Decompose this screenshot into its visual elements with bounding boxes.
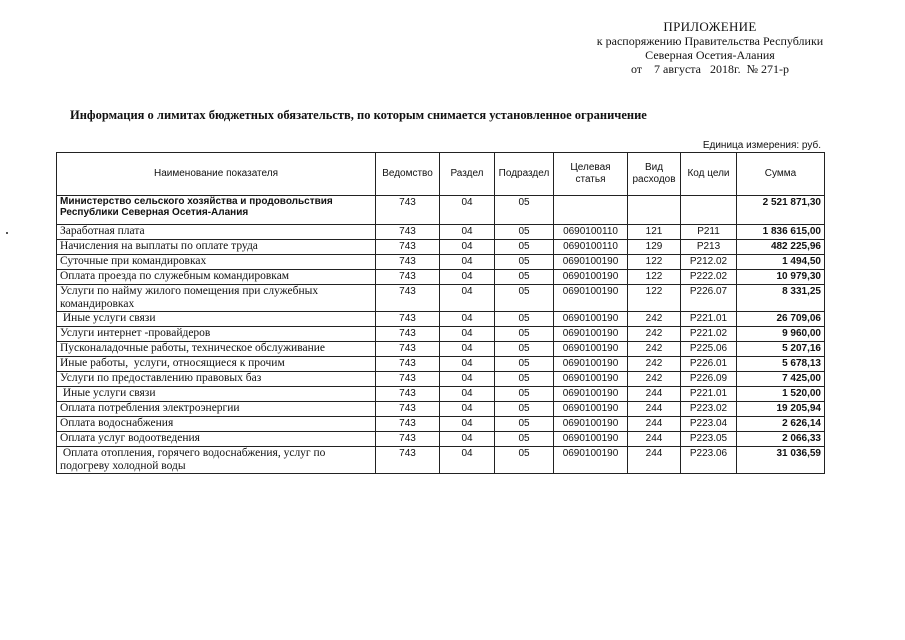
cell-dept: 743	[376, 402, 440, 417]
document-heading: Информация о лимитах бюджетных обязательств, по которым снимается установленное ограничение	[70, 108, 647, 122]
cell-name: Иные услуги связи	[57, 387, 376, 402]
margin-mark	[6, 232, 8, 234]
cell-subsection: 05	[495, 312, 554, 327]
cell-sum: 482 225,96	[737, 240, 825, 255]
cell-target: 0690100190	[554, 312, 628, 327]
cell-exptype: 242	[628, 327, 681, 342]
cell-subsection: 05	[495, 225, 554, 240]
cell-code: Р221.02	[681, 327, 737, 342]
cell-code: Р226.01	[681, 357, 737, 372]
cell-target: 0690100190	[554, 402, 628, 417]
cell-subsection: 05	[495, 402, 554, 417]
limits-table	[56, 152, 825, 474]
cell-subsection: 05	[495, 240, 554, 255]
cell-target: 0690100190	[554, 387, 628, 402]
header-sum: Сумма	[737, 153, 825, 196]
cell-dept: 743	[376, 447, 440, 474]
cell-code: Р223.05	[681, 432, 737, 447]
cell-dept: 743	[376, 372, 440, 387]
cell-name: Оплата водоснабжения	[57, 417, 376, 432]
cell-name: Пусконаладочные работы, техническое обслуживание	[57, 342, 376, 357]
cell-name: Услуги по предоставлению правовых баз	[57, 372, 376, 387]
cell-name: Услуги по найму жилого помещения при служебных командировках	[57, 285, 376, 312]
cell-section: 04	[440, 387, 495, 402]
table-row	[57, 342, 825, 357]
cell-section: 04	[440, 255, 495, 270]
cell-subsection: 05	[495, 417, 554, 432]
table-row	[57, 387, 825, 402]
cell-section: 04	[440, 270, 495, 285]
cell-code: Р226.09	[681, 372, 737, 387]
cell-subsection: 05	[495, 387, 554, 402]
cell-section: 04	[440, 357, 495, 372]
cell-code: Р213	[681, 240, 737, 255]
cell-code: Р225.06	[681, 342, 737, 357]
cell-dept: 743	[376, 312, 440, 327]
cell-sum: 9 960,00	[737, 327, 825, 342]
table-row	[57, 225, 825, 240]
cell-name: Иные работы, услуги, относящиеся к прочим	[57, 357, 376, 372]
appendix-line-3: от 7 августа 2018г. № 271-р	[630, 62, 790, 76]
header-exptype: Вид расходов	[628, 153, 681, 196]
cell-dept: 743	[376, 327, 440, 342]
units-label: Единица измерения: руб.	[702, 140, 821, 151]
cell-name: Оплата услуг водоотведения	[57, 432, 376, 447]
cell-dept: 743	[376, 432, 440, 447]
cell-code: Р223.06	[681, 447, 737, 474]
cell-subsection: 05	[495, 327, 554, 342]
cell-code: Р222.02	[681, 270, 737, 285]
cell-sum: 31 036,59	[737, 447, 825, 474]
cell-target: 0690100190	[554, 447, 628, 474]
cell-name: Начисления на выплаты по оплате труда	[57, 240, 376, 255]
header-name: Наименование показателя	[57, 153, 376, 196]
appendix-line-1: к распоряжению Правительства Республики	[596, 34, 824, 48]
cell-sum: 5 207,16	[737, 342, 825, 357]
cell-name: Заработная плата	[57, 225, 376, 240]
cell-dept: 743	[376, 225, 440, 240]
table-row	[57, 357, 825, 372]
table-row	[57, 327, 825, 342]
cell-subsection: 05	[495, 342, 554, 357]
cell-exptype: 244	[628, 402, 681, 417]
cell-target: 0690100190	[554, 255, 628, 270]
cell-subsection: 05	[495, 447, 554, 474]
cell-exptype: 244	[628, 447, 681, 474]
cell-code: Р226.07	[681, 285, 737, 312]
table-row	[57, 447, 825, 474]
cell-code: Р223.04	[681, 417, 737, 432]
cell-sum: 8 331,25	[737, 285, 825, 312]
cell-subsection: 05	[495, 285, 554, 312]
cell-code: Р221.01	[681, 312, 737, 327]
cell-dept: 743	[376, 357, 440, 372]
cell-section: 04	[440, 240, 495, 255]
table-row	[57, 432, 825, 447]
cell-exptype: 121	[628, 225, 681, 240]
header-section: Раздел	[440, 153, 495, 196]
cell-dept: 743	[376, 196, 440, 225]
header-target: Целевая статья	[554, 153, 628, 196]
cell-target: 0690100190	[554, 270, 628, 285]
cell-section: 04	[440, 225, 495, 240]
cell-exptype: 244	[628, 417, 681, 432]
cell-name: Иные услуги связи	[57, 312, 376, 327]
cell-name: Услуги интернет -провайдеров	[57, 327, 376, 342]
cell-name: Оплата потребления электроэнергии	[57, 402, 376, 417]
cell-target: 0690100190	[554, 417, 628, 432]
appendix-line-2: Северная Осетия-Алания	[645, 48, 775, 62]
cell-subsection: 05	[495, 255, 554, 270]
cell-exptype: 242	[628, 312, 681, 327]
appendix-title: ПРИЛОЖЕНИЕ	[663, 19, 757, 34]
table-row	[57, 402, 825, 417]
cell-sum: 2 521 871,30	[737, 196, 825, 225]
cell-exptype: 122	[628, 270, 681, 285]
table-row	[57, 255, 825, 270]
table-row	[57, 417, 825, 432]
cell-section: 04	[440, 447, 495, 474]
cell-name: Оплата проезда по служебным командировкам	[57, 270, 376, 285]
cell-code: Р211	[681, 225, 737, 240]
cell-sum: 2 626,14	[737, 417, 825, 432]
cell-exptype: 242	[628, 357, 681, 372]
cell-code	[681, 196, 737, 225]
table-row	[57, 270, 825, 285]
cell-section: 04	[440, 402, 495, 417]
cell-name: Суточные при командировках	[57, 255, 376, 270]
cell-subsection: 05	[495, 372, 554, 387]
cell-dept: 743	[376, 417, 440, 432]
cell-dept: 743	[376, 270, 440, 285]
cell-code: Р223.02	[681, 402, 737, 417]
cell-section: 04	[440, 196, 495, 225]
table-row	[57, 372, 825, 387]
cell-target: 0690100190	[554, 327, 628, 342]
cell-exptype	[628, 196, 681, 225]
cell-section: 04	[440, 327, 495, 342]
table-row	[57, 312, 825, 327]
cell-subsection: 05	[495, 270, 554, 285]
header-code: Код цели	[681, 153, 737, 196]
cell-code: Р212.02	[681, 255, 737, 270]
cell-exptype: 242	[628, 372, 681, 387]
header-subsection: Подраздел	[495, 153, 554, 196]
cell-sum: 19 205,94	[737, 402, 825, 417]
cell-dept: 743	[376, 387, 440, 402]
cell-section: 04	[440, 417, 495, 432]
cell-sum: 7 425,00	[737, 372, 825, 387]
table-header-row	[57, 153, 825, 196]
cell-exptype: 129	[628, 240, 681, 255]
cell-section: 04	[440, 432, 495, 447]
cell-target	[554, 196, 628, 225]
cell-sum: 1 494,50	[737, 255, 825, 270]
cell-sum: 26 709,06	[737, 312, 825, 327]
cell-sum: 10 979,30	[737, 270, 825, 285]
table-row	[57, 285, 825, 312]
cell-subsection: 05	[495, 196, 554, 225]
cell-dept: 743	[376, 342, 440, 357]
table-row	[57, 240, 825, 255]
cell-name: Министерство сельского хозяйства и продовольствия Республики Северная Осетия-Алания	[57, 196, 376, 225]
table-row	[57, 196, 825, 225]
cell-target: 0690100190	[554, 432, 628, 447]
cell-exptype: 244	[628, 432, 681, 447]
cell-section: 04	[440, 372, 495, 387]
cell-target: 0690100190	[554, 285, 628, 312]
cell-sum: 1 520,00	[737, 387, 825, 402]
cell-name: Оплата отопления, горячего водоснабжения, услуг по подогреву холодной воды	[57, 447, 376, 474]
cell-sum: 1 836 615,00	[737, 225, 825, 240]
cell-section: 04	[440, 342, 495, 357]
cell-subsection: 05	[495, 432, 554, 447]
cell-section: 04	[440, 312, 495, 327]
cell-subsection: 05	[495, 357, 554, 372]
cell-dept: 743	[376, 255, 440, 270]
cell-exptype: 244	[628, 387, 681, 402]
cell-target: 0690100110	[554, 225, 628, 240]
cell-section: 04	[440, 285, 495, 312]
header-dept: Ведомство	[376, 153, 440, 196]
cell-target: 0690100110	[554, 240, 628, 255]
cell-target: 0690100190	[554, 342, 628, 357]
cell-dept: 743	[376, 285, 440, 312]
cell-exptype: 122	[628, 255, 681, 270]
cell-exptype: 242	[628, 342, 681, 357]
cell-target: 0690100190	[554, 372, 628, 387]
cell-exptype: 122	[628, 285, 681, 312]
cell-code: Р221.01	[681, 387, 737, 402]
cell-sum: 5 678,13	[737, 357, 825, 372]
appendix-block	[560, 20, 860, 76]
cell-target: 0690100190	[554, 357, 628, 372]
cell-dept: 743	[376, 240, 440, 255]
cell-sum: 2 066,33	[737, 432, 825, 447]
